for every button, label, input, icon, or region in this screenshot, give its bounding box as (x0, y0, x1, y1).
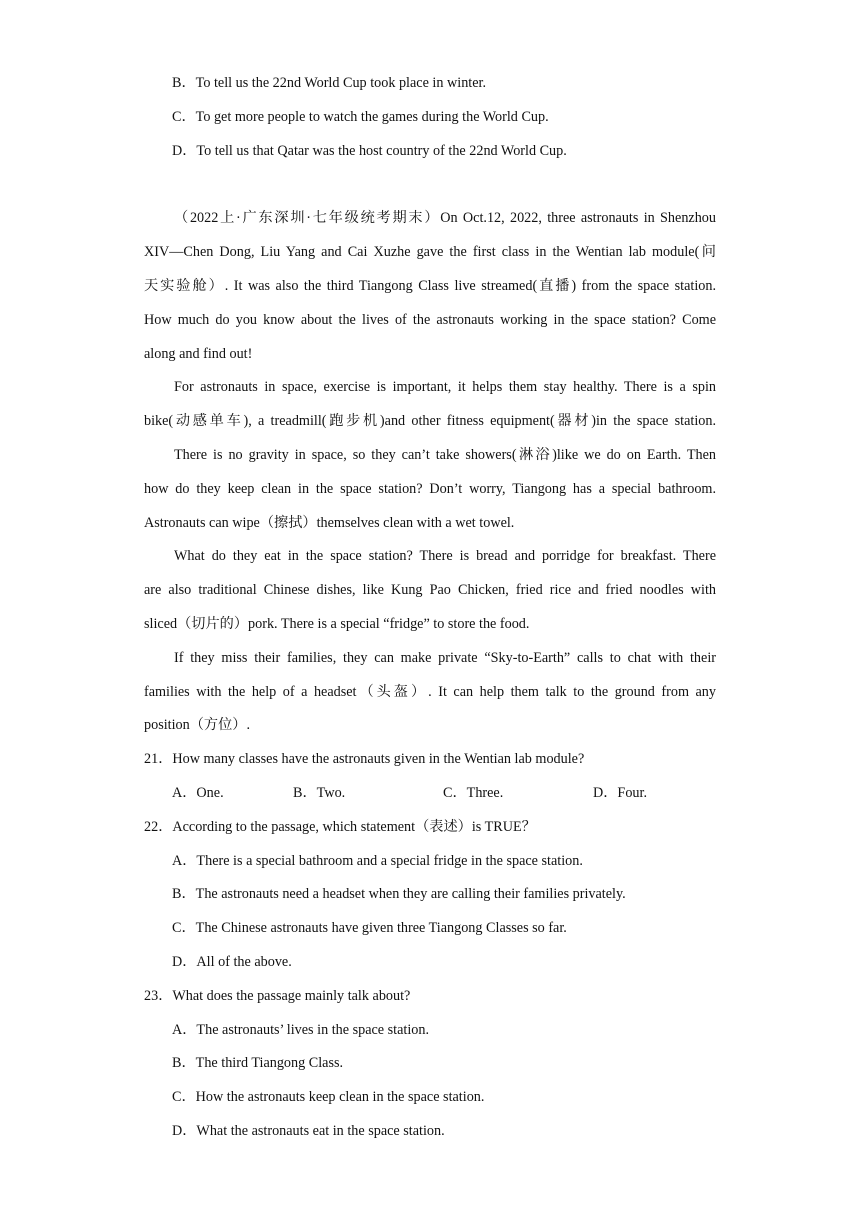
question-21-stem: 21．How many classes have the astronauts given in the Wentian lab module? (144, 751, 585, 767)
passage-p2-line2: bike(动感单车), a treadmill(跑步机)and other fitness equipment(器材)in the space station. (144, 413, 716, 429)
passage-p1-line4: How much do you know about the lives of the astronauts working in the space station? Come (144, 312, 716, 328)
question-21-option-c: C．Three. (443, 785, 504, 801)
question-22-option-b: B．The astronauts need a headset when they are calling their families privately. (172, 886, 626, 902)
question-23-option-b: B．The third Tiangong Class. (172, 1055, 344, 1071)
passage-p1-line2: XIV—Chen Dong, Liu Yang and Cai Xuzhe gave the first class in the Wentian lab module(问 (144, 244, 716, 260)
passage-p4-line1: What do they eat in the space station? There is bread and porridge for breakfast. There (174, 548, 716, 564)
question-22-stem: 22．According to the passage, which statement（表述）is TRUE？ (144, 819, 536, 835)
question-21-option-b: B．Two. (293, 785, 346, 801)
passage-p5-line1: If they miss their families, they can make private “Sky-to-Earth” calls to chat with their (174, 650, 716, 666)
passage-p3-line2: how do they keep clean in the space station? Don’t worry, Tiangong has a special bathroom. (144, 481, 716, 497)
question-21-option-d: D．Four. (593, 785, 647, 801)
passage-p1-line3: 天实验舱）. It was also the third Tiangong Class live streamed(直播) from the space station. (144, 278, 716, 294)
prev-option-b: B．To tell us the 22nd World Cup took place in winter. (172, 75, 487, 91)
passage-p4-line2: are also traditional Chinese dishes, like Kung Pao Chicken, fried rice and fried noodles with (144, 582, 716, 598)
passage-p3-line3: Astronauts can wipe（擦拭）themselves clean with a wet towel. (144, 515, 515, 531)
prev-option-c: C．To get more people to watch the games during the World Cup. (172, 109, 549, 125)
prev-option-d: D．To tell us that Qatar was the host country of the 22nd World Cup. (172, 143, 567, 159)
question-22-option-c: C．The Chinese astronauts have given three Tiangong Classes so far. (172, 920, 567, 936)
passage-p2-line1: For astronauts in space, exercise is important, it helps them stay healthy. There is a spin (174, 379, 716, 395)
passage-p5-line3: position（方位）. (144, 717, 251, 733)
question-23-option-a: A．The astronauts’ lives in the space station. (172, 1022, 430, 1038)
question-23-option-d: D．What the astronauts eat in the space station. (172, 1123, 445, 1139)
passage-p4-line3: sliced（切片的）pork. There is a special “fridge” to store the food. (144, 616, 530, 632)
question-22-option-d: D．All of the above. (172, 954, 292, 970)
passage-p3-line1: There is no gravity in space, so they can’t take showers(淋浴)like we do on Earth. Then (174, 447, 716, 463)
question-23-option-c: C．How the astronauts keep clean in the space station. (172, 1089, 485, 1105)
question-23-stem: 23．What does the passage mainly talk about? (144, 988, 411, 1004)
question-22-option-a: A．There is a special bathroom and a special fridge in the space station. (172, 853, 583, 869)
question-21-option-a: A．One. (172, 785, 224, 801)
passage-p1-line1: （2022上·广东深圳·七年级统考期末）On Oct.12, 2022, three astronauts in Shenzhou (174, 210, 716, 226)
passage-p1-line5: along and find out! (144, 346, 253, 362)
passage-p5-line2: families with the help of a headset（头盔）. It can help them talk to the ground from any (144, 684, 716, 700)
